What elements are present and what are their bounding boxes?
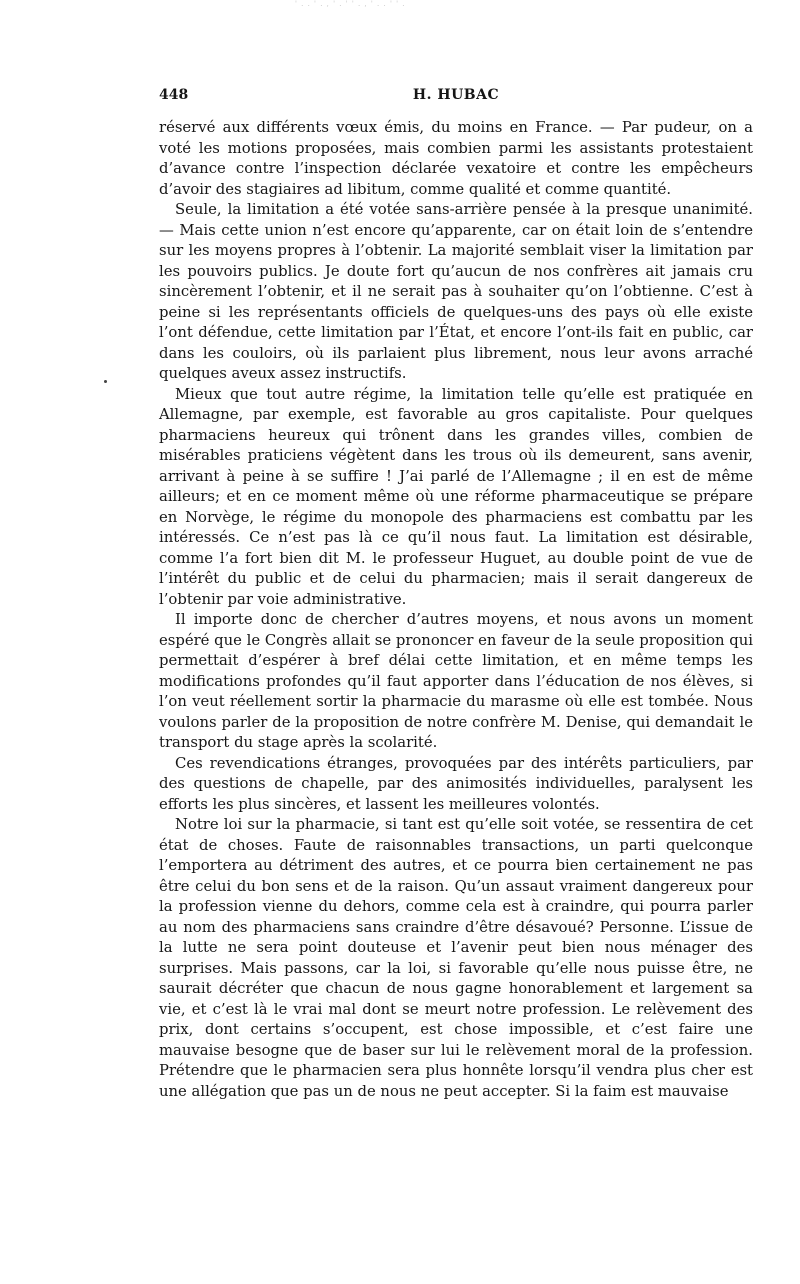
paragraph: Ces revendications étranges, provoquées par des intérêts particuliers, par des questions de chapelle, par des animosités individuelles, paralysent les efforts les plus sincères, et lassent les meilleures volontés.	[159, 754, 753, 813]
margin-mark	[104, 380, 107, 383]
paragraph: Il importe donc de chercher d’autres moyens, et nous avons un moment espéré que le Congrès allait se prononcer en faveur de la seule proposition qui permettait d’espérer à bref délai cette limitation, et en même temps les modifications profondes qu’il faut apporter dans l’éducation de nos élèves, si l’on veut réellement sortir la pharmacie du marasme où elle est tombée. Nous voulons parler de la proposition de notre confrère M. Denise, qui demandait le transport du stage après la scolarité.	[159, 611, 753, 751]
paragraph: réservé aux différents vœux émis, du moins en France. — Par pudeur, on a voté les motions proposées, mais combien parmi les assistants protestaient d’avance contre l’inspection déclarée vexatoire et contre les empêcheurs d’avoir des stagiaires ad libitum, comme qualité et comme quantité.	[159, 119, 753, 198]
body-text	[159, 118, 753, 1102]
paragraph: Notre loi sur la pharmacie, si tant est qu’elle soit votée, se ressentira de cet état de choses. Faute de raisonnables transactions, un parti quelconque l’emportera au détriment des autres, et ce pourra bien certainement ne pas être celui du bon sens et de la raison. Qu’un assaut vraiment dangereux pour la profession vienne du dehors, comme cela est à craindre, qui pourra parler au nom des pharmaciens sans craindre d’être désavoué? Personne. L’issue de la lutte ne sera point douteuse et l’avenir peut bien nous ménager des surprises. Mais passons, car la loi, si favorable qu’elle nous puisse être, ne saurait décréter que chacun de nous gagne honorablement et largement sa vie, et c’est là le vrai mal dont se meurt notre profession. Le relèvement des prix, dont certains s’occupent, est chose impossible, et c’est faire une mauvaise besogne que de baser sur lui le relèvement moral de la profession. Prétendre que le pharmacien sera plus honnête lorsqu’il vendra plus cher est une allégation que pas un de nous ne peut accepter. Si la faim est mauvaise	[159, 816, 753, 1100]
page-number: 448	[159, 87, 189, 103]
page-header	[159, 87, 753, 111]
paragraph: Mieux que tout autre régime, la limitation telle qu’elle est pratiquée en Allemagne, par exemple, est favorable au gros capitaliste. Pour quelques pharmaciens heureux qui trônent dans les grandes villes, combien de misérables praticiens végètent dans les trous où ils demeurent, sans avenir, arrivant à peine à se suffire ! J’ai parlé de l’Allemagne ; il en est de même ailleurs; et en ce moment même où une réforme pharmaceutique se prépare en Norvège, le régime du monopole des pharmaciens est combattu par les intéressés. Ce n’est pas là ce qu’il nous faut. La limitation est désirable, comme l’a fort bien dit M. le professeur Huguet, au double point de vue de l’intérêt du public et de celui du pharmacien; mais il serait dangereux de l’obtenir par voie administrative.	[159, 385, 753, 608]
scan-artifact: ' . . ' . , ' . ' ' . , ' . . ' ' .	[295, 0, 406, 8]
running-head: H. HUBAC	[412, 87, 500, 103]
paragraph: Seule, la limitation a été votée sans-arrière pensée à la presque unanimité. — Mais cette union n’est encore qu’apparente, car on était loin de s’entendre sur les moyens propres à l’obtenir. La majorité semblait viser la limitation par les pouvoirs publics. Je doute fort qu’aucun de nos confrères ait jamais cru sincèrement l’obtenir, et il ne serait pas à souhaiter qu’on l’obtienne. C’est à peine si les représentants officiels de quelques-uns des pays où elle existe l’ont défendue, cette limitation par l’État, et encore l’ont-ils fait en public, car dans les couloirs, où ils parlaient plus librement, nous leur avons arraché quelques aveux assez instructifs.	[159, 201, 753, 382]
